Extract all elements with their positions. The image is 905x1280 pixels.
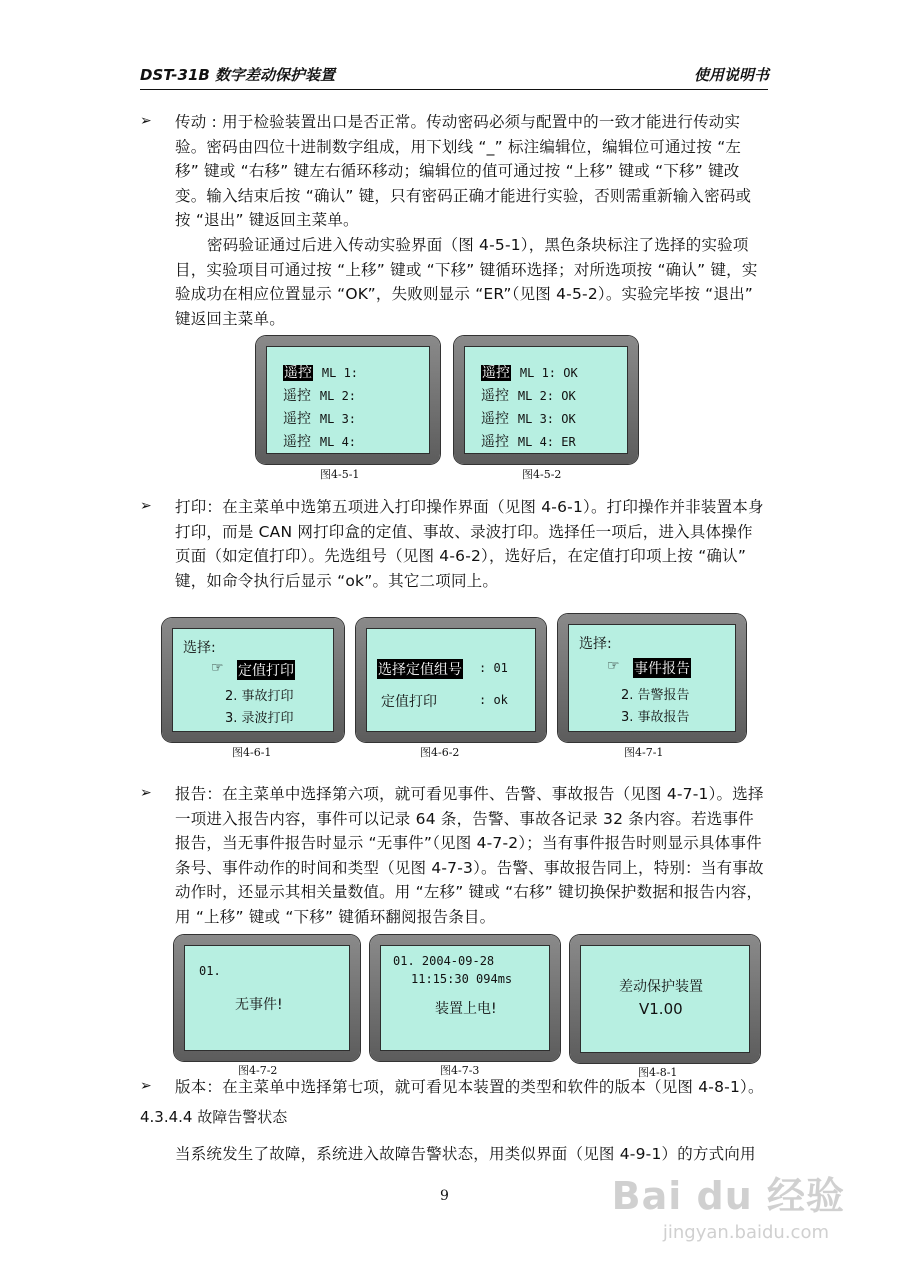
section-heading: 4.3.4.4 故障告警状态 <box>140 1108 288 1126</box>
bullet-icon: ➢ <box>140 113 152 129</box>
menu-item-selected: 定值打印 <box>237 660 295 680</box>
lcd-row: 遥控 ML 3: <box>283 411 357 427</box>
lcd-row: 遥控 ML 1: <box>284 365 359 381</box>
lcd-row: 遥控 ML 2: OK <box>481 388 576 404</box>
lcd-figure-4-8-1 <box>570 935 760 1063</box>
header-title: DST-31B 数字差动保护装置 <box>140 66 336 84</box>
menu-title: 选择: <box>183 640 216 656</box>
lcd-figure-4-7-1 <box>558 614 746 742</box>
baidu-watermark-url: jingyan.baidu.com <box>662 1222 829 1243</box>
event-date: 01. 2004-09-28 <box>393 954 495 968</box>
print-status: : ok <box>479 693 508 707</box>
event-text: 无事件! <box>235 997 283 1013</box>
lcd-figure-4-7-2 <box>174 935 360 1061</box>
figure-caption: 图4-5-1 <box>320 468 360 481</box>
header-rule <box>140 89 768 90</box>
lcd-screen <box>568 624 736 732</box>
lcd-screen <box>464 346 628 454</box>
header-manual: 使用说明书 <box>693 66 769 84</box>
lcd-figure-4-5-1 <box>256 336 440 464</box>
menu-item: 3. 录波打印 <box>225 711 294 726</box>
figure-caption: 图4-6-1 <box>232 746 272 759</box>
bullet-icon: ➢ <box>140 785 152 801</box>
menu-item: 3. 事故报告 <box>621 710 690 725</box>
lcd-screen <box>366 628 536 732</box>
lcd-screen <box>184 945 350 1051</box>
lcd-screen <box>172 628 334 732</box>
lcd-row: 遥控 ML 3: OK <box>481 411 576 427</box>
device-version: V1.00 <box>639 1000 683 1018</box>
lcd-screen <box>380 945 550 1051</box>
lcd-figure-4-7-3 <box>370 935 560 1061</box>
page-number: 9 <box>440 1188 449 1204</box>
bullet-icon: ➢ <box>140 498 152 514</box>
bullet-icon: ➢ <box>140 1078 152 1094</box>
paragraph-transmission: 传动 : 用于检验装置出口是否正常。传动密码必须与配置中的一致才能进行传动实验。密码由四位十进制数字组成，用下划线 “_” 标注编辑位，编辑位可通过按 “左移” 键或 “右移” 键左右循环移动；编辑位的值可通过按 “上移” 键或 “下移” 键改变。输入结束后按 “确认” 键，只有密码正确才能进行实验，否则需重新输入密码或按 “退出” 键返回主菜单。 <box>175 113 752 229</box>
lcd-figure-4-6-1 <box>162 618 344 742</box>
lcd-row: 遥控 ML 2: <box>283 388 357 404</box>
figure-caption: 图4-7-3 <box>440 1064 480 1077</box>
group-value: : 01 <box>479 661 508 675</box>
group-label-selected: 选择定值组号 <box>377 659 463 679</box>
lcd-row: 遥控 ML 4: ER <box>481 434 576 450</box>
figure-caption: 图4-5-2 <box>522 468 562 481</box>
figure-caption: 图4-8-1 <box>638 1066 678 1079</box>
hand-pointer-icon: ☞ <box>607 658 620 674</box>
menu-title: 选择: <box>579 636 612 652</box>
paragraph-print: 打印：在主菜单中选第五项进入打印操作界面（见图 4-6-1）。打印操作并非装置本身打印，而是 CAN 网打印盒的定值、事故、录波打印。选择任一项后，进入具体操作页面（如定值打印）。先选组号（见图 4-6-2），选好后，在定值打印项上按 “确认” 键，如命令执行后显示 “ok”。其它二项同上。 <box>175 498 764 590</box>
figure-caption: 图4-7-1 <box>624 746 664 759</box>
menu-item-selected: 事件报告 <box>633 658 691 678</box>
lcd-screen <box>266 346 430 454</box>
figure-caption: 图4-7-2 <box>238 1064 278 1077</box>
paragraph-version: 版本：在主菜单中选择第七项，就可看见本装置的类型和软件的版本（见图 4-8-1）。 <box>175 1078 764 1096</box>
paragraph-test-interface: 密码验证通过后进入传动实验界面（图 4-5-1），黑色条块标注了选择的实验项目，实验项目可通过按 “上移” 键或 “下移” 键循环选择；对所选项按 “确认” 键，实验成功在相应位置显示 “OK”，失败则显示 “ER”（见图 4-5-2）。实验完毕按 “退出” 键返回主菜单。 <box>175 236 758 328</box>
event-text: 装置上电! <box>435 1001 497 1017</box>
event-time: 11:15:30 094ms <box>411 972 513 986</box>
lcd-screen <box>580 945 750 1053</box>
lcd-figure-4-5-2 <box>454 336 638 464</box>
print-label: 定值打印 <box>381 694 437 710</box>
lcd-row: 遥控 ML 4: <box>283 434 357 450</box>
paragraph-fault-alarm: 当系统发生了故障，系统进入故障告警状态，用类似界面（见图 4-9-1）的方式向用 <box>175 1145 756 1163</box>
lcd-figure-4-6-2 <box>356 618 546 742</box>
menu-item: 2. 事故打印 <box>225 689 294 704</box>
paragraph-report: 报告：在主菜单中选择第六项，就可看见事件、告警、事故报告（见图 4-7-1）。选择一项进入报告内容，事件可以记录 64 条，告警、事故各记录 32 条内容。若选事件报告，当无事件报告时显示 “无事件”（见图 4-7-2）；当有事件报告时则显示具体事件条号、事件动作的时间和类型（见图 4-7-3）。告警、事故报告同上，特别：当有事故动作时，还显示其相关量数值。用 “左移” 键或 “右移” 键切换保护数据和报告内容，用 “上移” 键或 “下移” 键循环翻阅报告条目。 <box>175 785 764 926</box>
menu-item: 2. 告警报告 <box>621 688 690 703</box>
figure-caption: 图4-6-2 <box>420 746 460 759</box>
baidu-watermark-logo: Bai du 经验 <box>611 1174 845 1218</box>
lcd-row: 遥控 ML 1: OK <box>482 365 578 381</box>
event-number: 01. <box>199 964 221 978</box>
device-name: 差动保护装置 <box>619 979 703 995</box>
hand-pointer-icon: ☞ <box>211 660 224 676</box>
